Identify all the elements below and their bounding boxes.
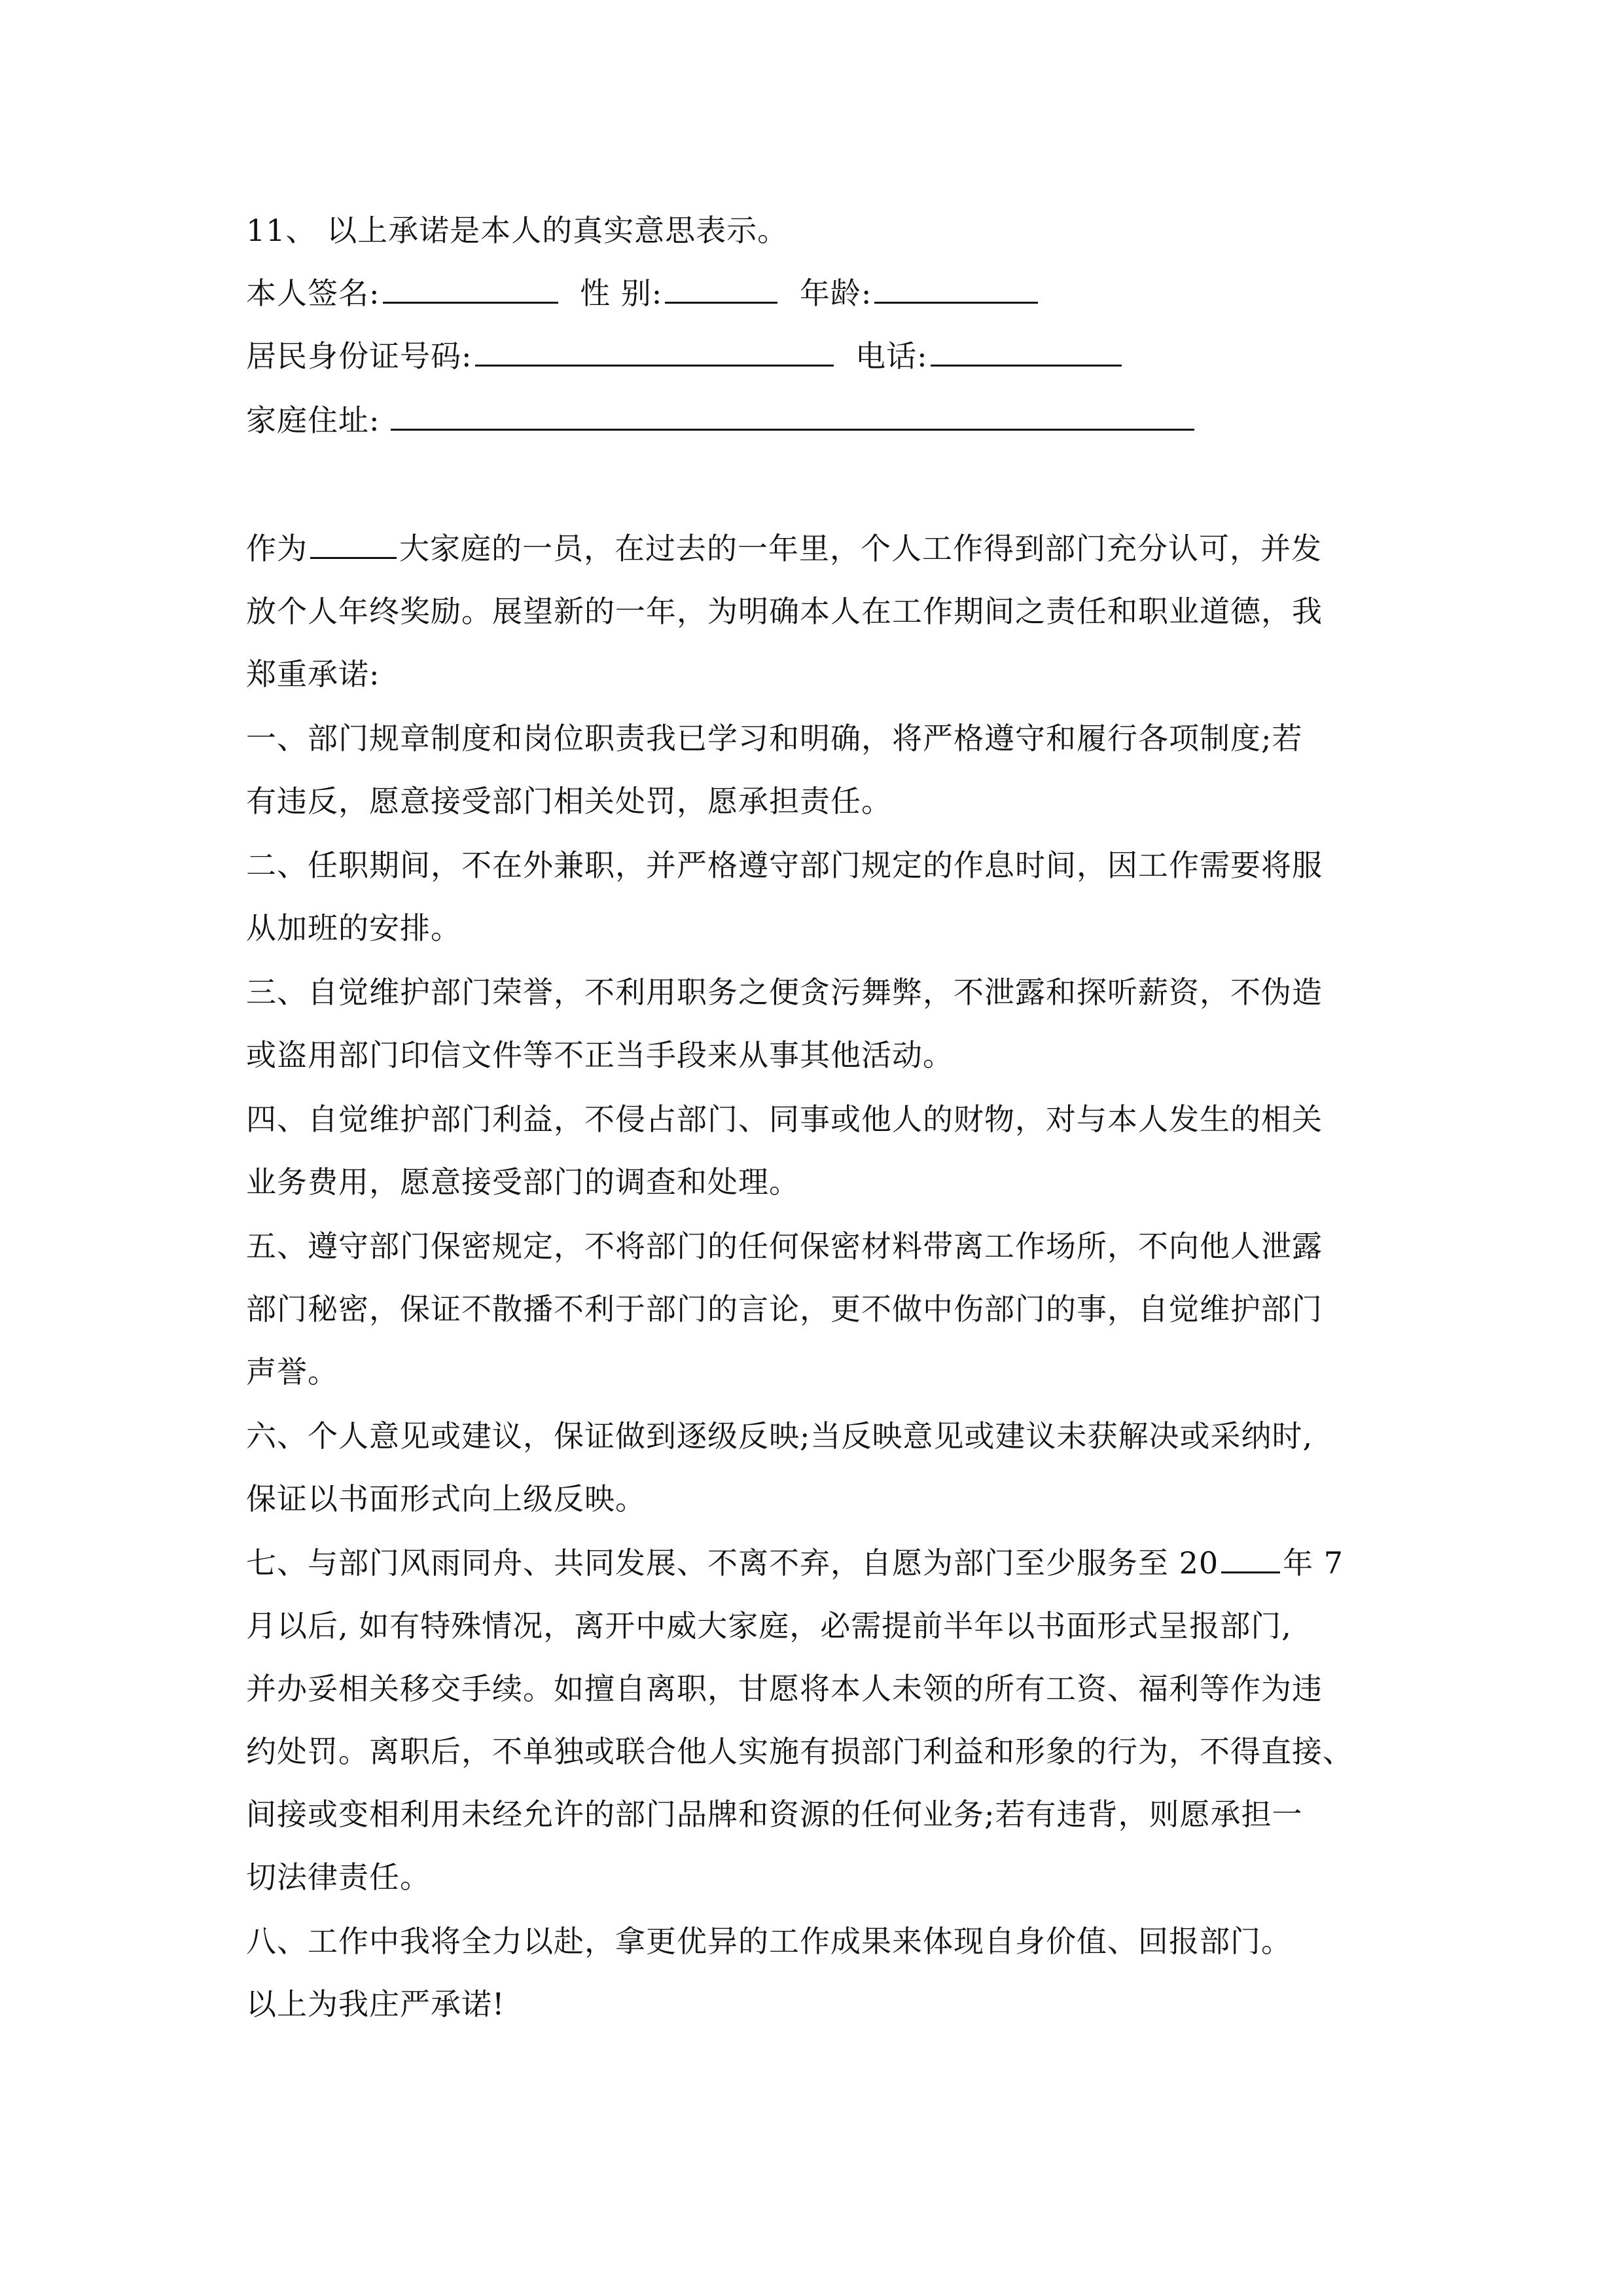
promise-2-line-1: 二、任职期间，不在外兼职，并严格遵守部门规定的作息时间，因工作需要将服 [246, 848, 1323, 883]
promise-7-line-5: 间接或变相利用未经允许的部门品牌和资源的任何业务;若有违背，则愿承担一 [246, 1797, 1303, 1832]
address-blank[interactable] [391, 403, 1194, 431]
promise-7-text-before: 七、与部门风雨同舟、共同发展、不离不弃，自愿为部门至少服务至 20 [246, 1545, 1219, 1581]
promise-1-line-1: 一、部门规章制度和岗位职责我已学习和明确，将严格遵守和履行各项制度;若 [246, 721, 1303, 756]
age-label: 年龄: [799, 276, 872, 311]
address-label: 家庭住址: [246, 403, 380, 438]
item-11: 11、 以上承诺是本人的真实意思表示。 [246, 213, 789, 248]
intro-text-after: 大家庭的一员，在过去的一年里，个人工作得到部门充分认可，并发 [399, 531, 1322, 566]
id-label: 居民身份证号码: [246, 338, 473, 374]
signature-blank[interactable] [383, 276, 558, 304]
promise-1-line-2: 有违反，愿意接受部门相关处罚，愿承担责任。 [246, 783, 892, 819]
promise-2-line-2: 从加班的安排。 [246, 910, 461, 946]
intro-line-2: 放个人年终奖励。展望新的一年，为明确本人在工作期间之责任和职业道德，我 [246, 594, 1323, 629]
closing-line: 以上为我庄严承诺! [246, 1986, 505, 2022]
age-blank[interactable] [874, 276, 1038, 304]
intro-text-before: 作为 [246, 531, 308, 566]
phone-label: 电话: [855, 338, 928, 374]
promise-7-line-2: 月以后, 如有特殊情况，离开中威大家庭，必需提前半年以书面形式呈报部门, [246, 1608, 1292, 1643]
promise-3-line-1: 三、自觉维护部门荣誉，不利用职务之便贪污舞弊，不泄露和探听薪资，不伪造 [246, 975, 1323, 1010]
promise-4-line-1: 四、自觉维护部门利益，不侵占部门、同事或他人的财物，对与本人发生的相关 [246, 1102, 1323, 1137]
promise-3-line-2: 或盗用部门印信文件等不正当手段来从事其他活动。 [246, 1037, 954, 1073]
gender-blank[interactable] [665, 276, 777, 304]
address-row [246, 401, 1197, 440]
intro-line-3: 郑重承诺: [246, 656, 380, 692]
company-blank[interactable] [310, 531, 397, 559]
intro-line-1 [246, 529, 1322, 568]
promise-7-line-6: 切法律责任。 [246, 1859, 431, 1895]
promise-5-line-2: 部门秘密，保证不散播不利于部门的言论，更不做中伤部门的事，自觉维护部门 [246, 1291, 1323, 1327]
promise-7-line-3: 并办妥相关移交手续。如擅自离职，甘愿将本人未领的所有工资、福利等作为违 [246, 1671, 1323, 1706]
signature-row [246, 274, 1041, 313]
id-blank[interactable] [475, 338, 834, 367]
promise-7-line-1 [246, 1543, 1344, 1583]
promise-4-line-2: 业务费用，愿意接受部门的调查和处理。 [246, 1164, 800, 1200]
gender-label: 性 别: [580, 276, 663, 311]
phone-blank[interactable] [931, 338, 1122, 367]
promise-5-line-1: 五、遵守部门保密规定，不将部门的任何保密材料带离工作场所，不向他人泄露 [246, 1229, 1323, 1264]
promise-5-line-3: 声誉。 [246, 1354, 338, 1390]
promise-6-line-2: 保证以书面形式向上级反映。 [246, 1481, 646, 1516]
signature-label: 本人签名: [246, 276, 380, 311]
promise-6-line-1: 六、个人意见或建议，保证做到逐级反映;当反映意见或建议未获解决或采纳时, [246, 1418, 1313, 1454]
promise-7-text-after: 年 7 [1283, 1545, 1344, 1581]
id-row [246, 336, 1124, 376]
promise-7-line-4: 约处罚。离职后，不单独或联合他人实施有损部门利益和形象的行为，不得直接、 [246, 1734, 1353, 1769]
year-blank[interactable] [1221, 1545, 1280, 1573]
promise-8-line-1: 八、工作中我将全力以赴，拿更优异的工作成果来体现自身价值、回报部门。 [246, 1924, 1292, 1959]
